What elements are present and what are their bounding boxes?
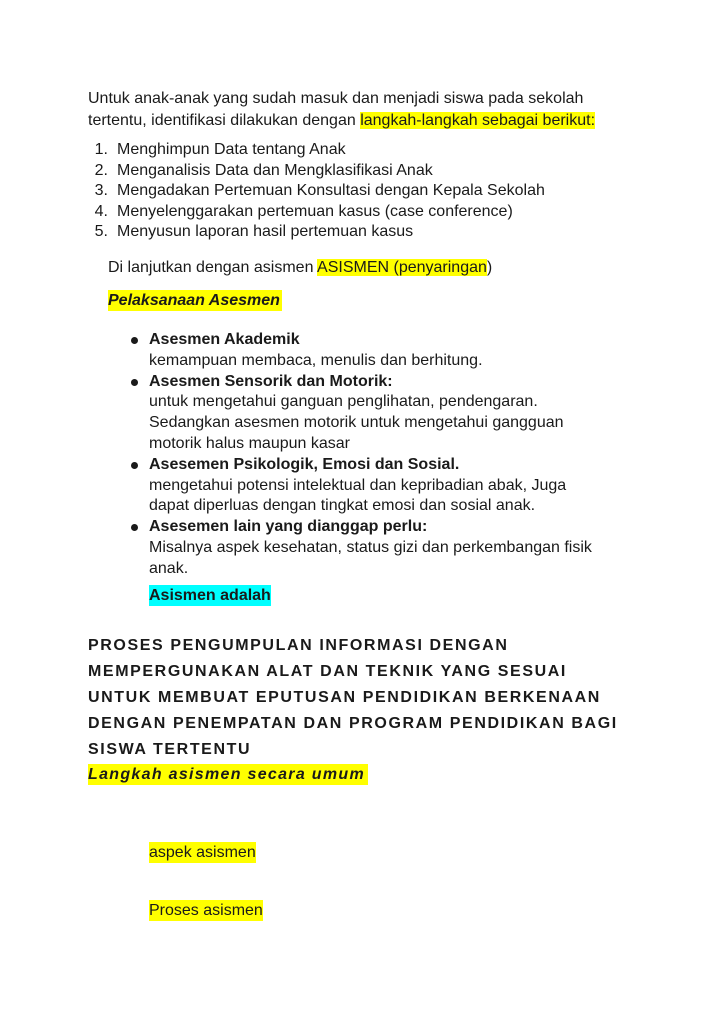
list-item-text: Menyelenggarakan pertemuan kasus (case conference)	[117, 202, 513, 220]
assessment-title: Asesmen Sensorik dan Motorik:	[149, 372, 393, 390]
bullet-icon	[131, 379, 138, 386]
assessment-title: Asesmen Akademik	[149, 331, 300, 348]
continuation-text: Di lanjutkan dengan asismen	[108, 259, 318, 276]
asismen-adalah-label: Asismen adalah	[149, 587, 271, 604]
assessment-desc: Sedangkan asesmen motorik untuk mengetahui gangguan	[149, 414, 564, 432]
assessment-title: Asesemen Psikologik, Emosi dan Sosial.	[149, 455, 460, 473]
list-item-text: Mengadakan Pertemuan Konsultasi dengan Kepala Sekolah	[117, 182, 545, 199]
list-item	[129, 330, 592, 372]
proses-asismen: Proses asismen	[149, 902, 263, 919]
aspek-asismen: aspek asismen	[149, 844, 256, 861]
assessment-title: Asesemen lain yang dianggap perlu:	[149, 518, 428, 536]
list-item	[129, 517, 592, 579]
bullet-icon	[131, 462, 138, 469]
pelaksanaan-heading: Pelaksanaan Asesmen	[108, 292, 280, 309]
bullet-icon	[131, 337, 138, 344]
list-item	[95, 140, 545, 161]
intro-line-2-text: tertentu, identifikasi dilakukan dengan	[88, 112, 361, 129]
list-item	[95, 222, 545, 243]
intro-highlight: langkah-langkah sebagai berikut:	[360, 112, 596, 129]
intro-line-1: Untuk anak-anak yang sudah masuk dan menjadi siswa pada sekolah	[88, 90, 584, 107]
assessment-desc: kemampuan membaca, menulis dan berhitung.	[149, 351, 483, 369]
list-item	[95, 181, 545, 202]
list-item-text: Menghimpun Data tentang Anak	[117, 141, 346, 158]
bullet-icon	[131, 524, 138, 531]
list-item-text: Menyusun laporan hasil pertemuan kasus	[117, 223, 414, 240]
list-item	[95, 202, 545, 223]
definition-line: PROSES PENGUMPULAN INFORMASI DENGAN	[88, 637, 509, 654]
assessment-desc: mengetahui potensi intelektual dan kepribadian abak, Juga	[149, 476, 567, 494]
list-number: 1.	[94, 141, 108, 158]
list-number: 2.	[94, 161, 108, 179]
definition-line: MEMPERGUNAKAN ALAT DAN TEKNIK YANG SESUAI	[88, 663, 567, 680]
list-item-text: Menganalisis Data dan Mengklasifikasi Anak	[117, 161, 433, 179]
assessment-desc: Misalnya aspek kesehatan, status gizi dan perkembangan fisik	[149, 538, 592, 556]
assessment-desc: anak.	[149, 559, 189, 577]
list-number: 3.	[94, 182, 108, 199]
intro-line-2	[88, 110, 595, 131]
definition-line: UNTUK MEMBUAT EPUTUSAN PENDIDIKAN BERKENAAN	[88, 689, 601, 706]
steps-list	[95, 140, 545, 243]
continuation-tail: )	[486, 259, 493, 276]
assessment-desc: motorik halus maupun kasar	[149, 434, 350, 452]
assessment-desc: untuk mengetahui ganguan penglihatan, pendengaran.	[149, 393, 538, 411]
assessment-desc: dapat diperluas dengan tingkat emosi dan sosial anak.	[149, 497, 536, 515]
asismen-highlight: ASISMEN (penyaringan	[317, 259, 487, 276]
langkah-heading: Langkah asismen secara umum	[88, 764, 368, 785]
list-number: 5.	[94, 223, 108, 240]
list-number: 4.	[94, 202, 108, 220]
assessment-list	[129, 330, 592, 580]
list-item	[129, 372, 592, 455]
list-item	[95, 161, 545, 182]
definition-block	[88, 633, 618, 763]
definition-line: SISWA TERTENTU	[88, 741, 252, 758]
list-item	[129, 455, 592, 517]
definition-line: DENGAN PENEMPATAN DAN PROGRAM PENDIDIKAN BAGI	[88, 715, 618, 732]
continuation-line	[108, 257, 492, 278]
